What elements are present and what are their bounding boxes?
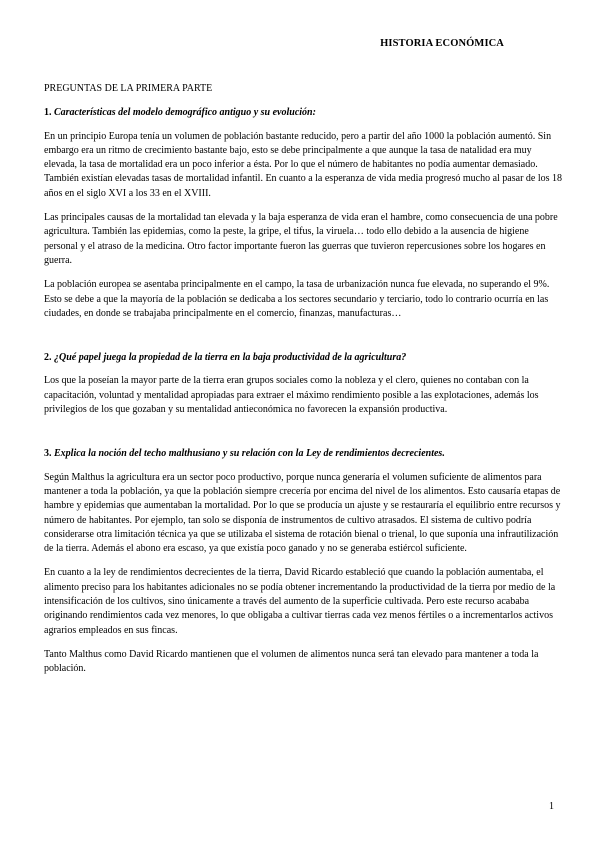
question-2 <box>44 351 562 417</box>
question-2-number: 2. <box>44 352 52 364</box>
document-header-title: HISTORIA ECONÓMICA <box>380 38 504 49</box>
question-2-title: ¿Qué papel juega la propiedad de la tierra en la baja productividad de la agricultura? <box>54 352 407 364</box>
question-3-heading <box>44 447 562 461</box>
question-1-title: Características del modelo demográfico antiguo y su evolución: <box>54 107 316 119</box>
question-3-number: 3. <box>44 448 52 460</box>
section-spacer <box>44 331 562 351</box>
question-2-paragraph-1: Los que la poseían la mayor parte de la tierra eran grupos sociales como la nobleza y el clero, quienes no contaban con la capacitación, voluntad y mentalidad apropiadas para extraer el máximo rendimiento posible a las explotaciones, además los privilegios de los que gozaban y su mentalidad antieconómica no favorecen la expansión productiva. <box>44 375 539 416</box>
question-1-heading <box>44 106 562 120</box>
question-3-paragraph-3: Tanto Malthus como David Ricardo mantienen que el volumen de alimentos nunca será tan elevado para mantener a toda la población. <box>44 648 539 675</box>
question-3-paragraph-1: Según Malthus la agricultura era un sector poco productivo, porque nunca generaría el volumen suficiente de alimentos para mantener a toda la población, ya que la población siempre crecería por encima del nivel de los alimentos. Esto causaría etapas de hambre y epidemias que aumentaban la mortalidad. Por lo que se producía un ajuste y se restauraría el equilibrio entre recursos y número de habitantes. Por ejemplo, tan solo se disponía de instrumentos de cultivo atrasados. El sistema de cultivo podría considerarse otra limitación técnica ya que se utilizaba el sistema de rotación bienal o trienal, lo que suponía una infrautilización de la tierra. Además el abono era escaso, ya que existía poco ganado y no se generaba estiércol suficiente. <box>44 471 561 555</box>
question-1-paragraph-3: La población europea se asentaba principalmente en el campo, la tasa de urbanización nunca fue elevada, no superando el 9%. Esto se debe a que la mayoría de la población se dedicaba a los sectores secundario y terciario, todo lo contrario ocurría en las ciudades, en donde se trabajaba principalmente en el comercio, finanzas, manufacturas… <box>44 279 550 319</box>
question-1-number: 1. <box>44 107 52 119</box>
question-3-title: Explica la noción del techo malthusiano y su relación con la Ley de rendimientos decrecientes. <box>54 448 445 460</box>
question-1 <box>44 106 562 321</box>
question-3-paragraph-2: En cuanto a la ley de rendimientos decrecientes de la tierra, David Ricardo estableció que cuando la población aumentaba, el alimento preciso para los habitantes adicionales no se podía obtener incrementando la productividad de la tierra por medio de la intensificación de los cultivos, sino únicamente a través del aumento de la superficie cultivada. Pero este recurso acababa originando rendimientos cada vez menores, lo que obligaba a cultivar tierras cada vez menos fértiles o a incrementarlos activos agrarios empleados en sus fincas. <box>44 567 556 636</box>
section-spacer <box>44 427 562 447</box>
question-2-heading <box>44 351 562 365</box>
question-1-paragraph-1: En un principio Europa tenía un volumen de población bastante reducido, pero a partir del año 1000 la población aumentó. Sin embargo era un ritmo de crecimiento bastante bajo, esto se debe principalmente a que aunque la tasa de natalidad era muy elevada, la tasa de mortalidad era un poco inferior a ésta. Por lo que el número de habitantes no podía aumentar demasiado. También existían elevadas tasas de mortalidad infantil. En cuanto a la esperanza de vida media progresó mucho al pasar de los 18 años en el siglo XVI a los 33 en el XVIII. <box>44 130 563 199</box>
page-number: 1 <box>549 801 554 812</box>
question-1-paragraph-2: Las principales causas de la mortalidad tan elevada y la baja esperanza de vida eran el hambre, como consecuencia de una pobre agricultura. También las epidemias, como la peste, la gripe, el tifus, la viruela… todo ello debido a la ausencia de higiene personal y el atraso de la medicina. Otro factor importante fueron las guerras que tuvieron repercusiones sobre los hogares en guerra. <box>44 212 558 266</box>
document-body <box>44 82 562 687</box>
question-3 <box>44 447 562 676</box>
part-title: PREGUNTAS DE LA PRIMERA PARTE <box>44 83 213 94</box>
